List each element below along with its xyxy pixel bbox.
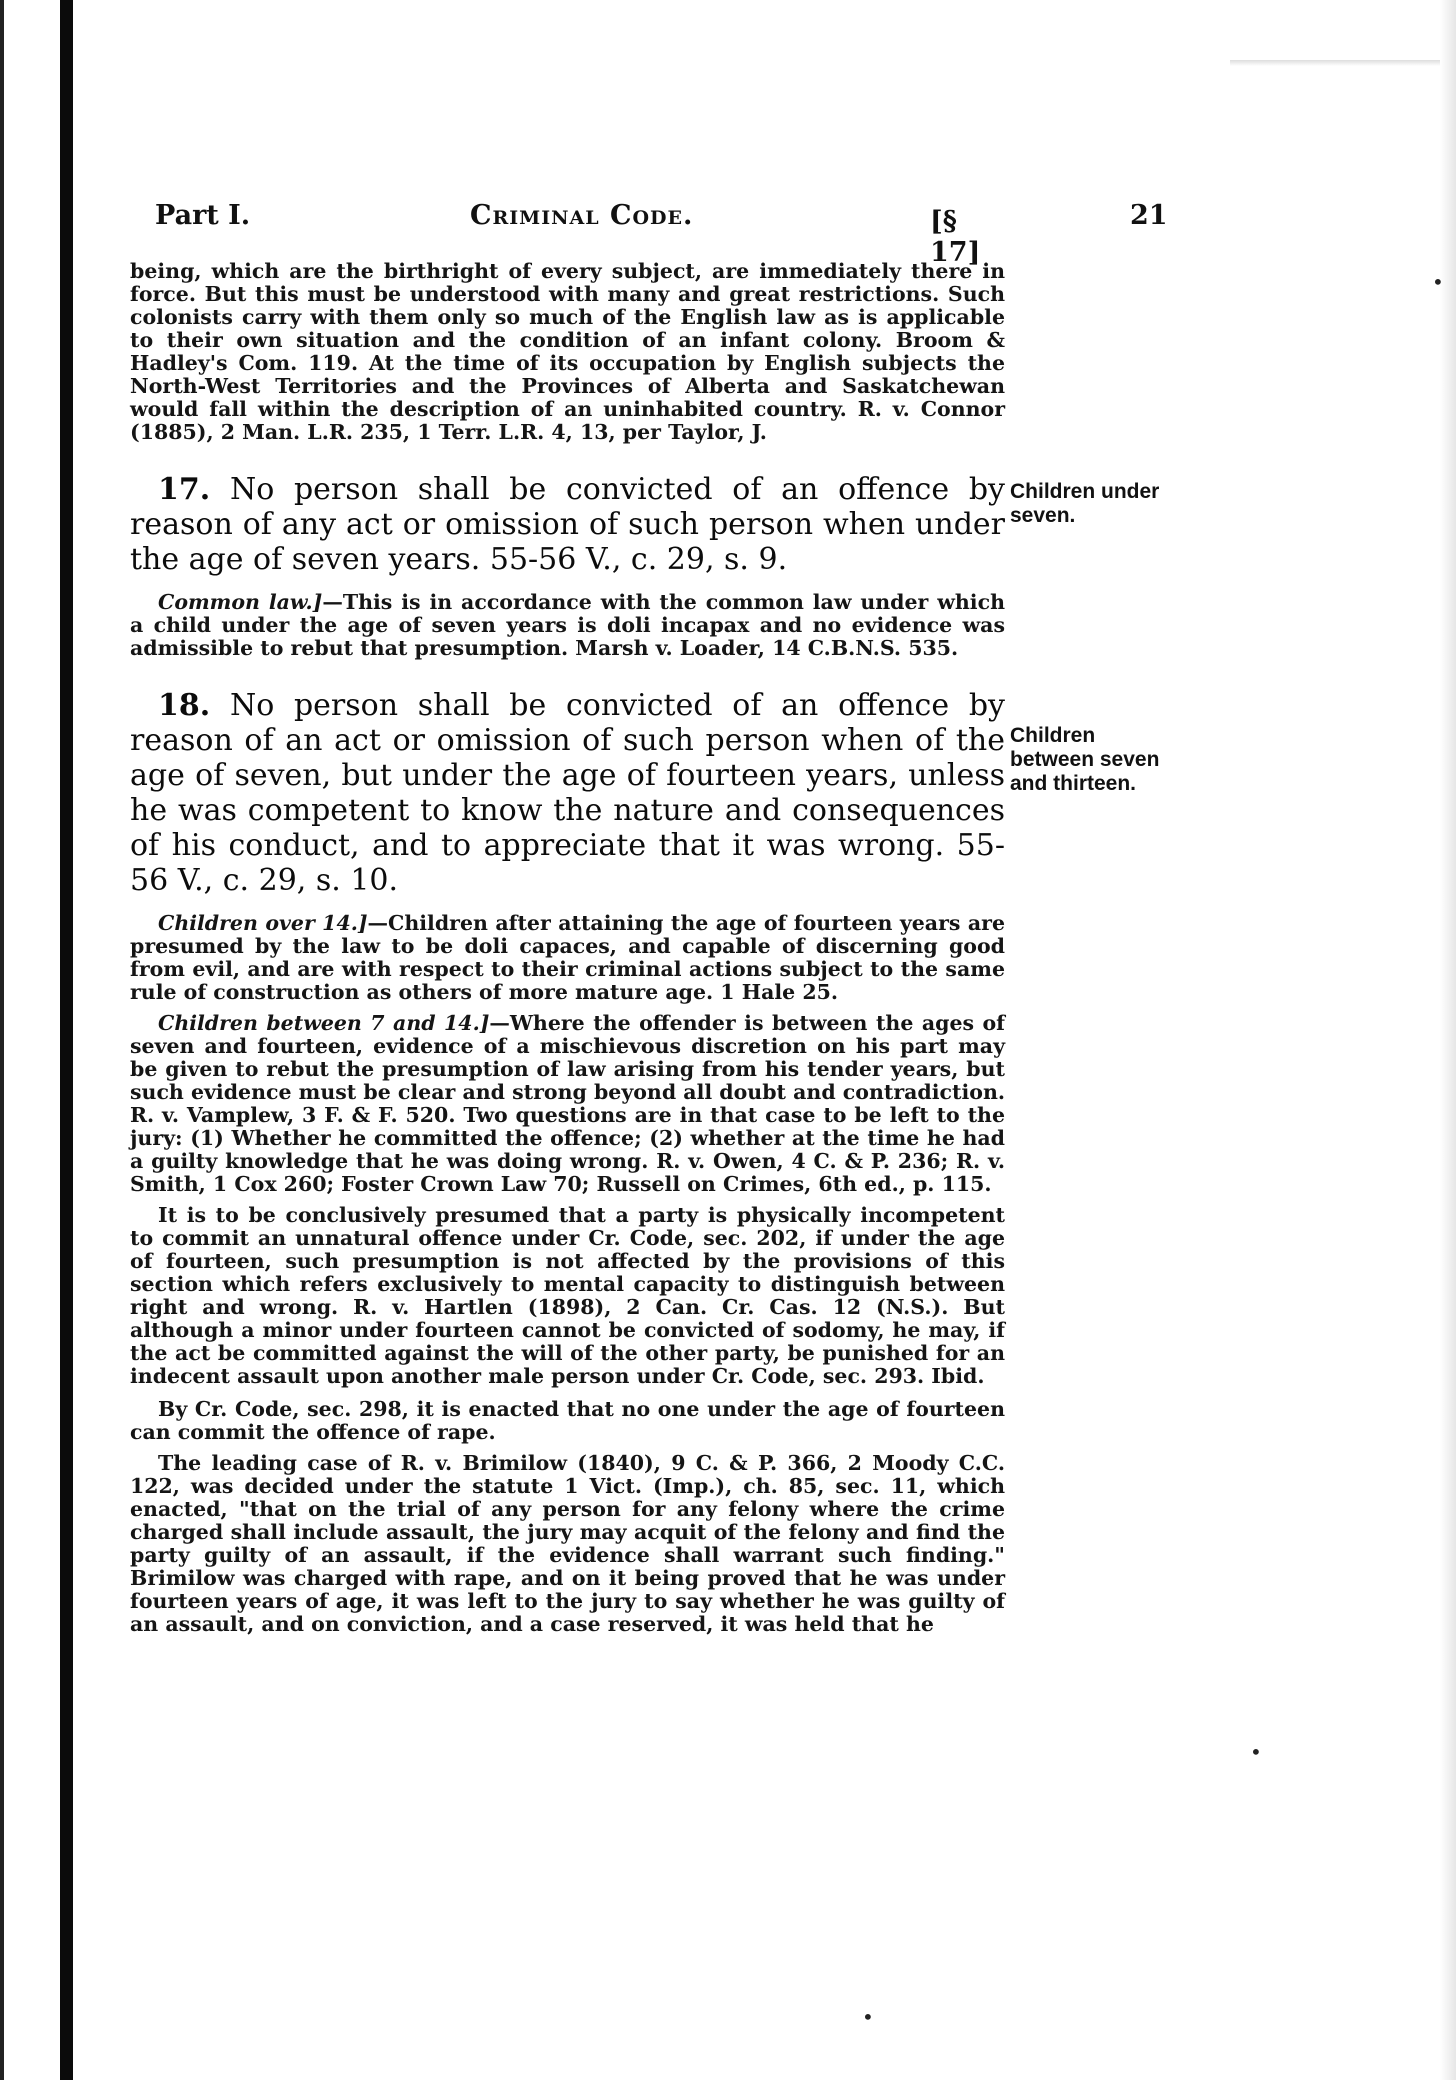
section-18	[130, 688, 1160, 1636]
continuation-paragraph: being, which are the birthright of every subject, are immediately there in force. But this must be understood with many and great restrictions. Such colonists carry with them only so much of the English law as is applicable to their own situation and the condition of an infant colony. Broom & Hadley's Com. 119. At the time of its occupation by English subjects the North-West Territories and the Provinces of Alberta and Saskatchewan would fall within the description of an uninhabited country. R. v. Connor (1885), 2 Man. L.R. 235, 1 Terr. L.R. 4, 13, per Taylor, J.	[130, 259, 1005, 444]
section-label: [§ 17]	[930, 206, 981, 268]
page-number: 21	[1130, 200, 1168, 231]
section-18-note-1	[130, 912, 1005, 1004]
page-title: Criminal Code.	[470, 200, 694, 231]
note-heading: Children over 14.]	[158, 911, 368, 935]
section-17	[130, 472, 1160, 660]
page-content	[130, 200, 1168, 1636]
section-18-paragraph-4: By Cr. Code, sec. 298, it is enacted that no one under the age of fourteen can commit the offence of rape.	[130, 1397, 1005, 1444]
part-label: Part I.	[155, 200, 251, 231]
note-body: —This is in accordance with the common law under which a child under the age of seven years is doli incapax and no evidence was admissible to rebut that presumption. Marsh v. Loader, 14 C.B.N.S. 535.	[130, 590, 1005, 660]
binding-shadow	[60, 0, 73, 2080]
section-17-text	[130, 472, 1005, 577]
page-edge-right	[1440, 0, 1456, 2080]
scan-edge-left	[0, 0, 4, 2080]
margin-note-18: Children between seven and thirteen.	[1010, 724, 1160, 795]
section-18-number: 18.	[158, 688, 211, 723]
scan-speck: •	[1250, 1740, 1262, 1764]
section-17-note	[130, 591, 1005, 660]
section-18-body: No person shall be convicted of an offence by reason of an act or omission of such person when of the age of seven, but under the age of fourteen years, unless he was competent to know the nature and consequences of his conduct, and to appreciate that it was wrong. 55-56 V., c. 29, s. 10.	[130, 688, 1005, 898]
section-18-note-2	[130, 1012, 1005, 1196]
section-18-paragraph-3: It is to be conclusively presumed that a party is physically incompetent to commit an unnatural offence under Cr. Code, sec. 202, if under the age of fourteen, such presumption is not affected by the provisions of this section which refers exclusively to mental capacity to distinguish between right and wrong. R. v. Hartlen (1898), 2 Can. Cr. Cas. 12 (N.S.). But although a minor under fourteen cannot be convicted of sodomy, he may, if the act be committed against the will of the other party, be punished for an indecent assault upon another male person under Cr. Code, sec. 293. Ibid.	[130, 1203, 1005, 1388]
scan-speck: •	[862, 2005, 874, 2029]
margin-note-17: Children under seven.	[1010, 480, 1160, 527]
section-18-paragraph-5: The leading case of R. v. Brimilow (1840), 9 C. & P. 366, 2 Moody C.C. 122, was decided under the statute 1 Vict. (Imp.), ch. 85, sec. 11, which enacted, "that on the trial of any person for any felony where the crime charged shall include assault, the jury may acquit of the felony and find the party guilty of an assault, if the evidence shall warrant such finding." Brimilow was charged with rape, and on it being proved that he was under fourteen years of age, it was left to the jury to say whether he was guilty of an assault, and on conviction, and a case reserved, it was held that he	[130, 1451, 1005, 1636]
page-edge-top-right	[1230, 60, 1456, 66]
note-heading: Common law.]	[158, 590, 323, 614]
section-17-body: No person shall be convicted of an offence by reason of any act or omission of such person when under the age of seven years. 55-56 V., c. 29, s. 9.	[130, 472, 1005, 577]
section-17-number: 17.	[158, 472, 211, 507]
section-18-text	[130, 688, 1005, 898]
running-header	[130, 200, 1168, 268]
note-body: —Where the offender is between the ages of seven and fourteen, evidence of a mischievous discretion on his part may be given to rebut the presumption of law arising from his tender years, but such evidence must be clear and strong beyond all doubt and contradiction. R. v. Vamplew, 3 F. & F. 520. Two questions are in that case to be left to the jury: (1) Whether he committed the offence; (2) whether at the time he had a guilty knowledge that he was doing wrong. R. v. Owen, 4 C. & P. 236; R. v. Smith, 1 Cox 260; Foster Crown Law 70; Russell on Crimes, 6th ed., p. 115.	[130, 1011, 1005, 1196]
note-heading: Children between 7 and 14.]	[158, 1011, 490, 1035]
note-body: —Children after attaining the age of fourteen years are presumed by the law to be doli capaces, and capable of discerning good from evil, and are with respect to their criminal actions subject to the same rule of construction as others of more mature age. 1 Hale 25.	[130, 911, 1005, 1004]
scan-speck: •	[1432, 270, 1444, 294]
